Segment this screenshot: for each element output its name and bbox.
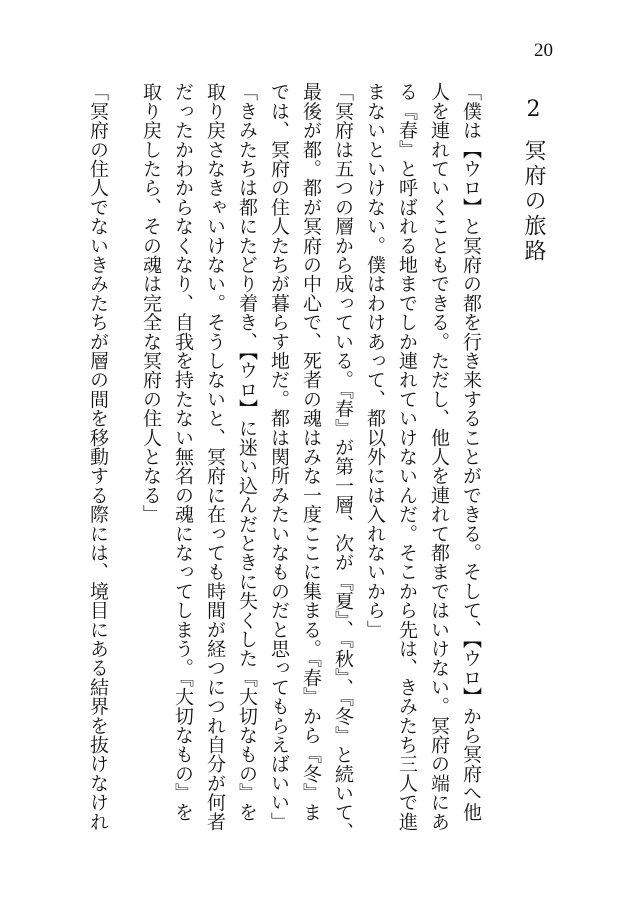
text-line-5: 「冥府は五つの層から成っている。『春』が第一層、次が『夏』、『秋』、『冬』と続いて、 [332,82,354,841]
page-number: 20 [534,40,553,61]
text-line-9: 取り戻さなきゃいけない。そうしないと、冥府に在っても時間が経つにつれ自分が何者 [204,82,226,831]
chapter-title-text: 冥府の旅路 [521,139,546,264]
text-line-10: だったかわからなくなり、自我を持たない無名の魂になってしまう。『大切なもの』を [172,82,194,822]
text-line-11: 取り戻したら、その魂は完全な冥府の住人となる」 [140,82,162,524]
text-line-3: る『春』と呼ばれる地までしか連れていけないんだ。そこから先は、きみたち三人で進 [396,82,418,831]
text-line-12: 「冥府の住人でないきみたちが層の間を移動する際には、境目にある結界を抜けなけれ [87,82,109,831]
chapter-title [522,97,544,264]
text-line-8: 「きみたちは都にたどり着き、【ウロ】に迷い込んだときに失くした『大切なもの』を [236,82,258,822]
text-line-2: 人を連れていくこともできる。ただし、他人を連れて都まではいけない。冥府の端にあ [428,82,450,831]
text-line-4: まないといけない。僕はわけあって、都以外には入れないから」 [364,82,386,639]
text-line-7: では、冥府の住人たちが暮らす地だ。都は関所みたいなものだと思ってもらえばいい」 [268,82,290,831]
chapter-number: 2 [521,97,546,125]
text-line-6: 最後が都。都が冥府の中心で、死者の魂はみな一度ここに集まる。『春』から『冬』ま [300,82,322,822]
text-line-1: 「僕は【ウロ】と冥府の都を行き来することができる。そして、【ウロ】から冥府へ他 [460,82,482,822]
